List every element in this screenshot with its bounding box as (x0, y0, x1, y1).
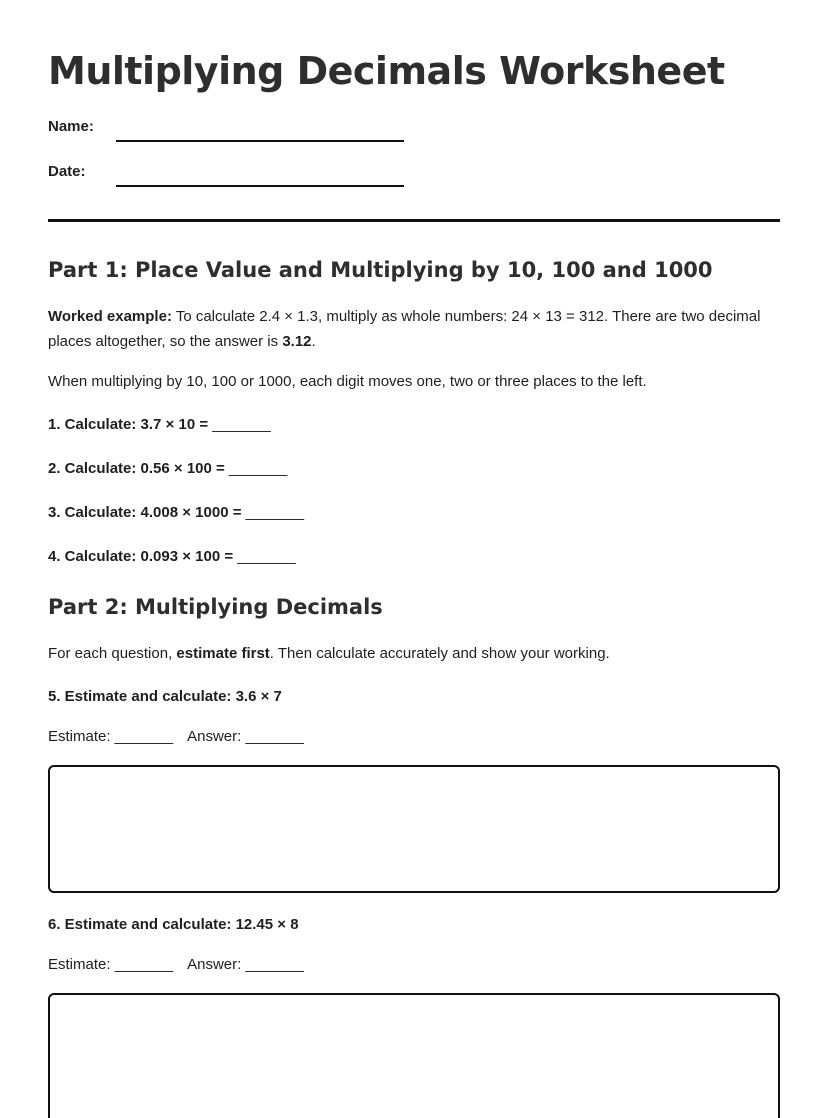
question-6-working-box[interactable] (48, 993, 780, 1118)
question-6-estimate[interactable]: Estimate: _______ (48, 956, 174, 973)
worked-example-answer: 3.12 (282, 333, 312, 350)
question-2-blank[interactable]: _______ (228, 460, 288, 477)
name-line[interactable] (116, 140, 404, 142)
date-label: Date: (48, 163, 86, 180)
part2-intro-bold: estimate first (176, 645, 270, 662)
name-field-row (48, 118, 404, 136)
question-6-answer[interactable]: Answer: _______ (187, 956, 304, 973)
name-label: Name: (48, 118, 94, 135)
date-line[interactable] (116, 185, 404, 187)
question-2 (48, 459, 287, 479)
worked-example-lead: Worked example: (48, 308, 172, 325)
question-1-blank[interactable]: _______ (212, 416, 271, 433)
question-3-text: 3. Calculate: 4.008 × 1000 = (48, 504, 246, 521)
question-1 (48, 415, 271, 435)
question-4-text: 4. Calculate: 0.093 × 100 = (48, 548, 238, 565)
part1-heading: Part 1: Place Value and Multiplying by 10, 100 and 1000 (48, 258, 713, 282)
part2-intro-start: For each question, (48, 645, 177, 662)
question-5-working-box[interactable] (48, 765, 780, 893)
part2-intro-end: . Then calculate accurately and show your working. (269, 645, 610, 662)
question-5-estimate[interactable]: Estimate: _______ (48, 728, 174, 745)
question-5: 5. Estimate and calculate: 3.6 × 7 (48, 688, 282, 705)
worked-example-end: . (311, 333, 316, 350)
worked-example-text: To calculate 2.4 × 1.3, multiply as whole numbers: 24 × 13 = 312. There are two decimal places altogether, so the answer is (48, 308, 761, 350)
place-value-note: When multiplying by 10, 100 or 1000, each digit moves one, two or three places to the left. (48, 373, 647, 390)
page-title: Multiplying Decimals Worksheet (48, 49, 725, 93)
part2-intro (48, 641, 780, 666)
question-4-blank[interactable]: _______ (237, 548, 296, 565)
question-1-text: 1. Calculate: 3.7 × 10 = (48, 416, 213, 433)
question-6-estimate-row (48, 955, 304, 975)
date-field-row (48, 163, 404, 181)
question-2-text: 2. Calculate: 0.56 × 100 = (48, 460, 229, 477)
question-3-blank[interactable]: _______ (245, 504, 305, 521)
question-5-answer[interactable]: Answer: _______ (187, 728, 304, 745)
header-divider (48, 219, 780, 222)
question-4 (48, 547, 296, 567)
worked-example (48, 304, 780, 354)
question-6: 6. Estimate and calculate: 12.45 × 8 (48, 916, 299, 933)
question-5-estimate-row (48, 727, 304, 747)
part2-heading: Part 2: Multiplying Decimals (48, 595, 383, 619)
question-3 (48, 503, 304, 523)
